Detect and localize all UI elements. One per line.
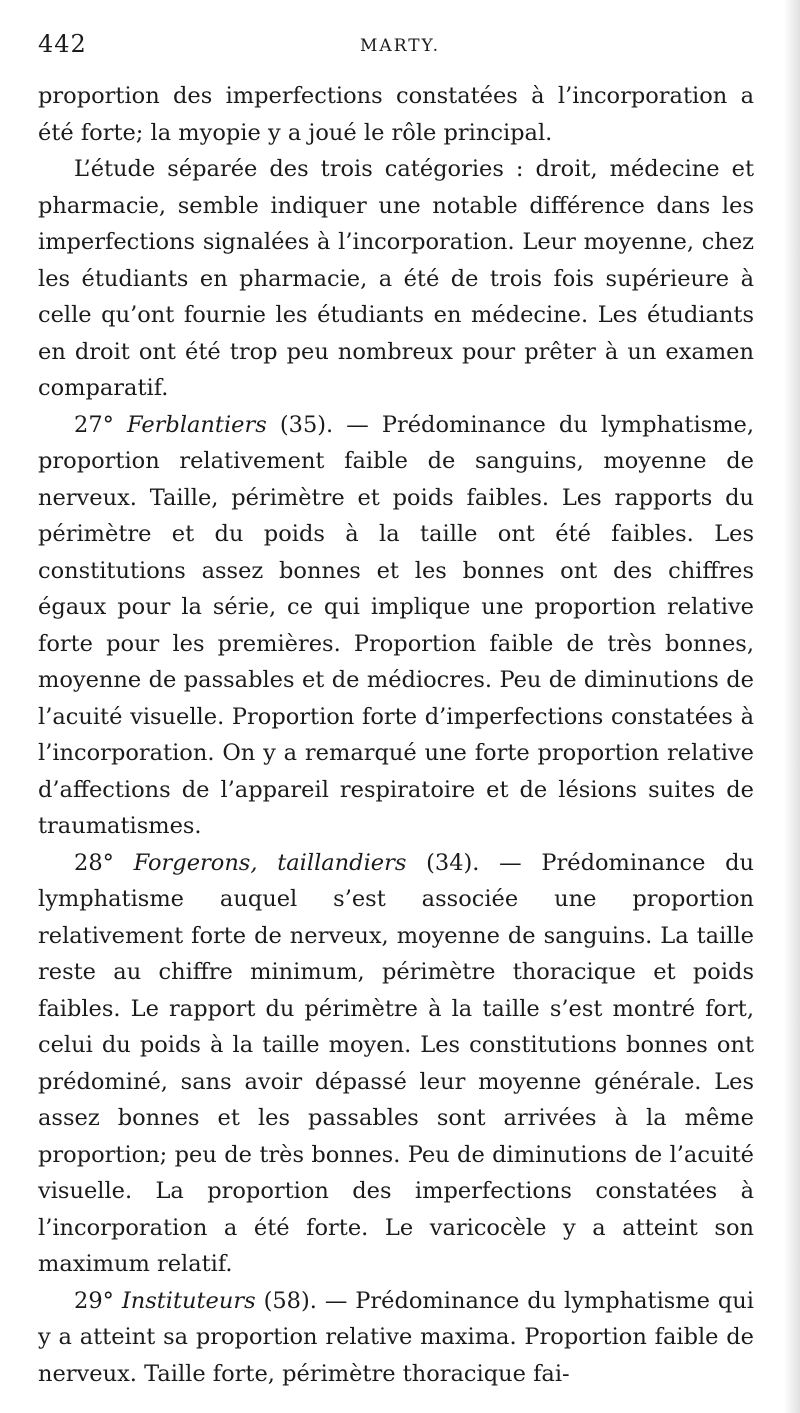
item-count: (35). <box>279 411 334 438</box>
paragraph-instituteurs <box>38 1283 754 1393</box>
paragraph-text: — Prédominance du lymphatisme qui y a atteint sa proportion relative maxima. Proportion faible de nerveux. Taille forte, périmètre thoracique fai- <box>38 1287 754 1387</box>
paragraph-continuation <box>38 78 754 151</box>
paragraph-text: — Prédominance du lymphatisme auquel s’est associée une proportion relativement forte de nerveux, moyenne de sanguins. La taille reste au chiffre minimum, périmètre thoracique et poids faibles. Le rapport du périmètre à la taille s’est montré fort, celui du poids à la taille moyen. Les constitutions bonnes ont prédominé, sans avoir dépassé leur moyenne générale. Les assez bonnes et les passables sont arrivées à la même proportion; peu de très bonnes. Peu de diminutions de l’acuité visuelle. La proportion des imperfections constatées à l’incorporation a été forte. Le varicocèle y a atteint son maximum relatif. <box>38 849 754 1277</box>
paragraph-text: proportion des imperfections constatées à l’incorporation a été forte; la myopie y a joué le rôle principal. <box>38 83 754 146</box>
running-title: MARTY. <box>360 36 440 56</box>
item-title: Ferblantiers <box>126 411 267 438</box>
page-number: 442 <box>38 30 87 58</box>
item-count: (34). <box>426 849 480 876</box>
paragraph-text: L’étude séparée des trois catégories : droit, médecine et pharmacie, semble indiquer une notable différence dans les imperfections signalées à l’incorporation. Leur moyenne, chez les étudiants en pharmacie, a été de trois fois supérieure à celle qu’ont fournie les étudiants en médecine. Les étudiants en droit ont été trop peu nombreux pour prêter à un examen comparatif. <box>38 156 754 401</box>
item-number: 28° <box>74 849 114 876</box>
item-title: Forgerons, taillandiers <box>133 849 407 876</box>
item-count: (58). <box>263 1287 317 1314</box>
page-edge-shadow <box>784 0 800 1413</box>
item-number: 27° <box>74 411 114 438</box>
item-number: 29° <box>74 1287 114 1314</box>
paragraph-ferblantiers <box>38 407 754 845</box>
paragraph-text: — Prédominance du lymphatisme, proportion relativement faible de sanguins, moyenne de nerveux. Taille, périmètre et poids faibles. Les rapports du périmètre et du poids à la taille ont été faibles. Les constitutions assez bonnes et les bonnes ont des chiffres égaux pour la série, ce qui implique une proportion relative forte pour les premières. Proportion faible de très bonnes, moyenne de passables et de médiocres. Peu de diminutions de l’acuité visuelle. Proportion forte d’imperfections constatées à l’incorporation. On y a remarqué une forte proportion relative d’affections de l’appareil respiratoire et de lésions suites de traumatismes. <box>38 411 755 839</box>
paragraph-categories <box>38 151 754 407</box>
item-title: Instituteurs <box>121 1287 256 1314</box>
paragraph-forgerons <box>38 845 754 1283</box>
body-text <box>38 78 754 1392</box>
